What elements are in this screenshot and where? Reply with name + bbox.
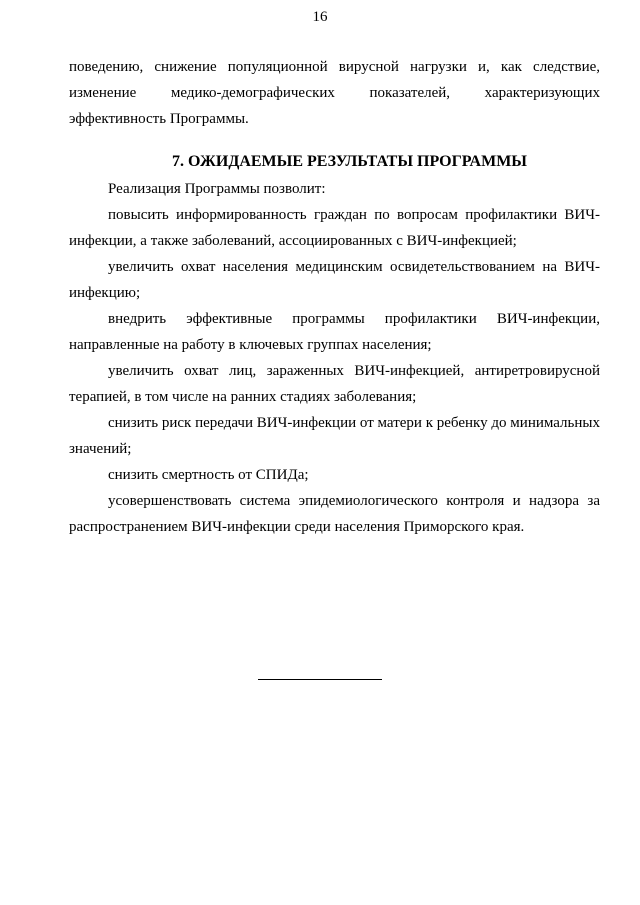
closing-separator-line [258,679,382,680]
result-item-5: снизить риск передачи ВИЧ-инфекции от матери к ребенку до минимальных значений; [69,415,600,457]
result-item-6: снизить смертность от СПИДа; [108,467,309,483]
section-heading: 7. ОЖИДАЕМЫЕ РЕЗУЛЬТАТЫ ПРОГРАММЫ [172,153,527,170]
result-item-2: увеличить охват населения медицинским освидетельствованием на ВИЧ-инфекцию; [69,259,600,301]
page-content [69,54,600,540]
result-item-3: внедрить эффективные программы профилактики ВИЧ-инфекции, направленные на работу в ключевых группах населения; [69,311,600,353]
page-number: 16 [312,9,328,25]
result-item-4: увеличить охват лиц, зараженных ВИЧ-инфекцией, антиретровирусной терапией, в том числе на ранних стадиях заболевания; [69,363,600,405]
result-item-7: усовершенствовать система эпидемиологического контроля и надзора за распространением ВИЧ-инфекции среди населения Приморского края. [69,493,600,535]
lead-in-paragraph: Реализация Программы позволит: [108,181,326,197]
intro-paragraph: поведению, снижение популяционной вирусной нагрузки и, как следствие, изменение медико-демографических показателей, характеризующих эффективность Программы. [69,59,600,127]
result-item-1: повысить информированность граждан по вопросам профилактики ВИЧ-инфекции, а также заболеваний, ассоциированных с ВИЧ-инфекцией; [69,207,600,249]
